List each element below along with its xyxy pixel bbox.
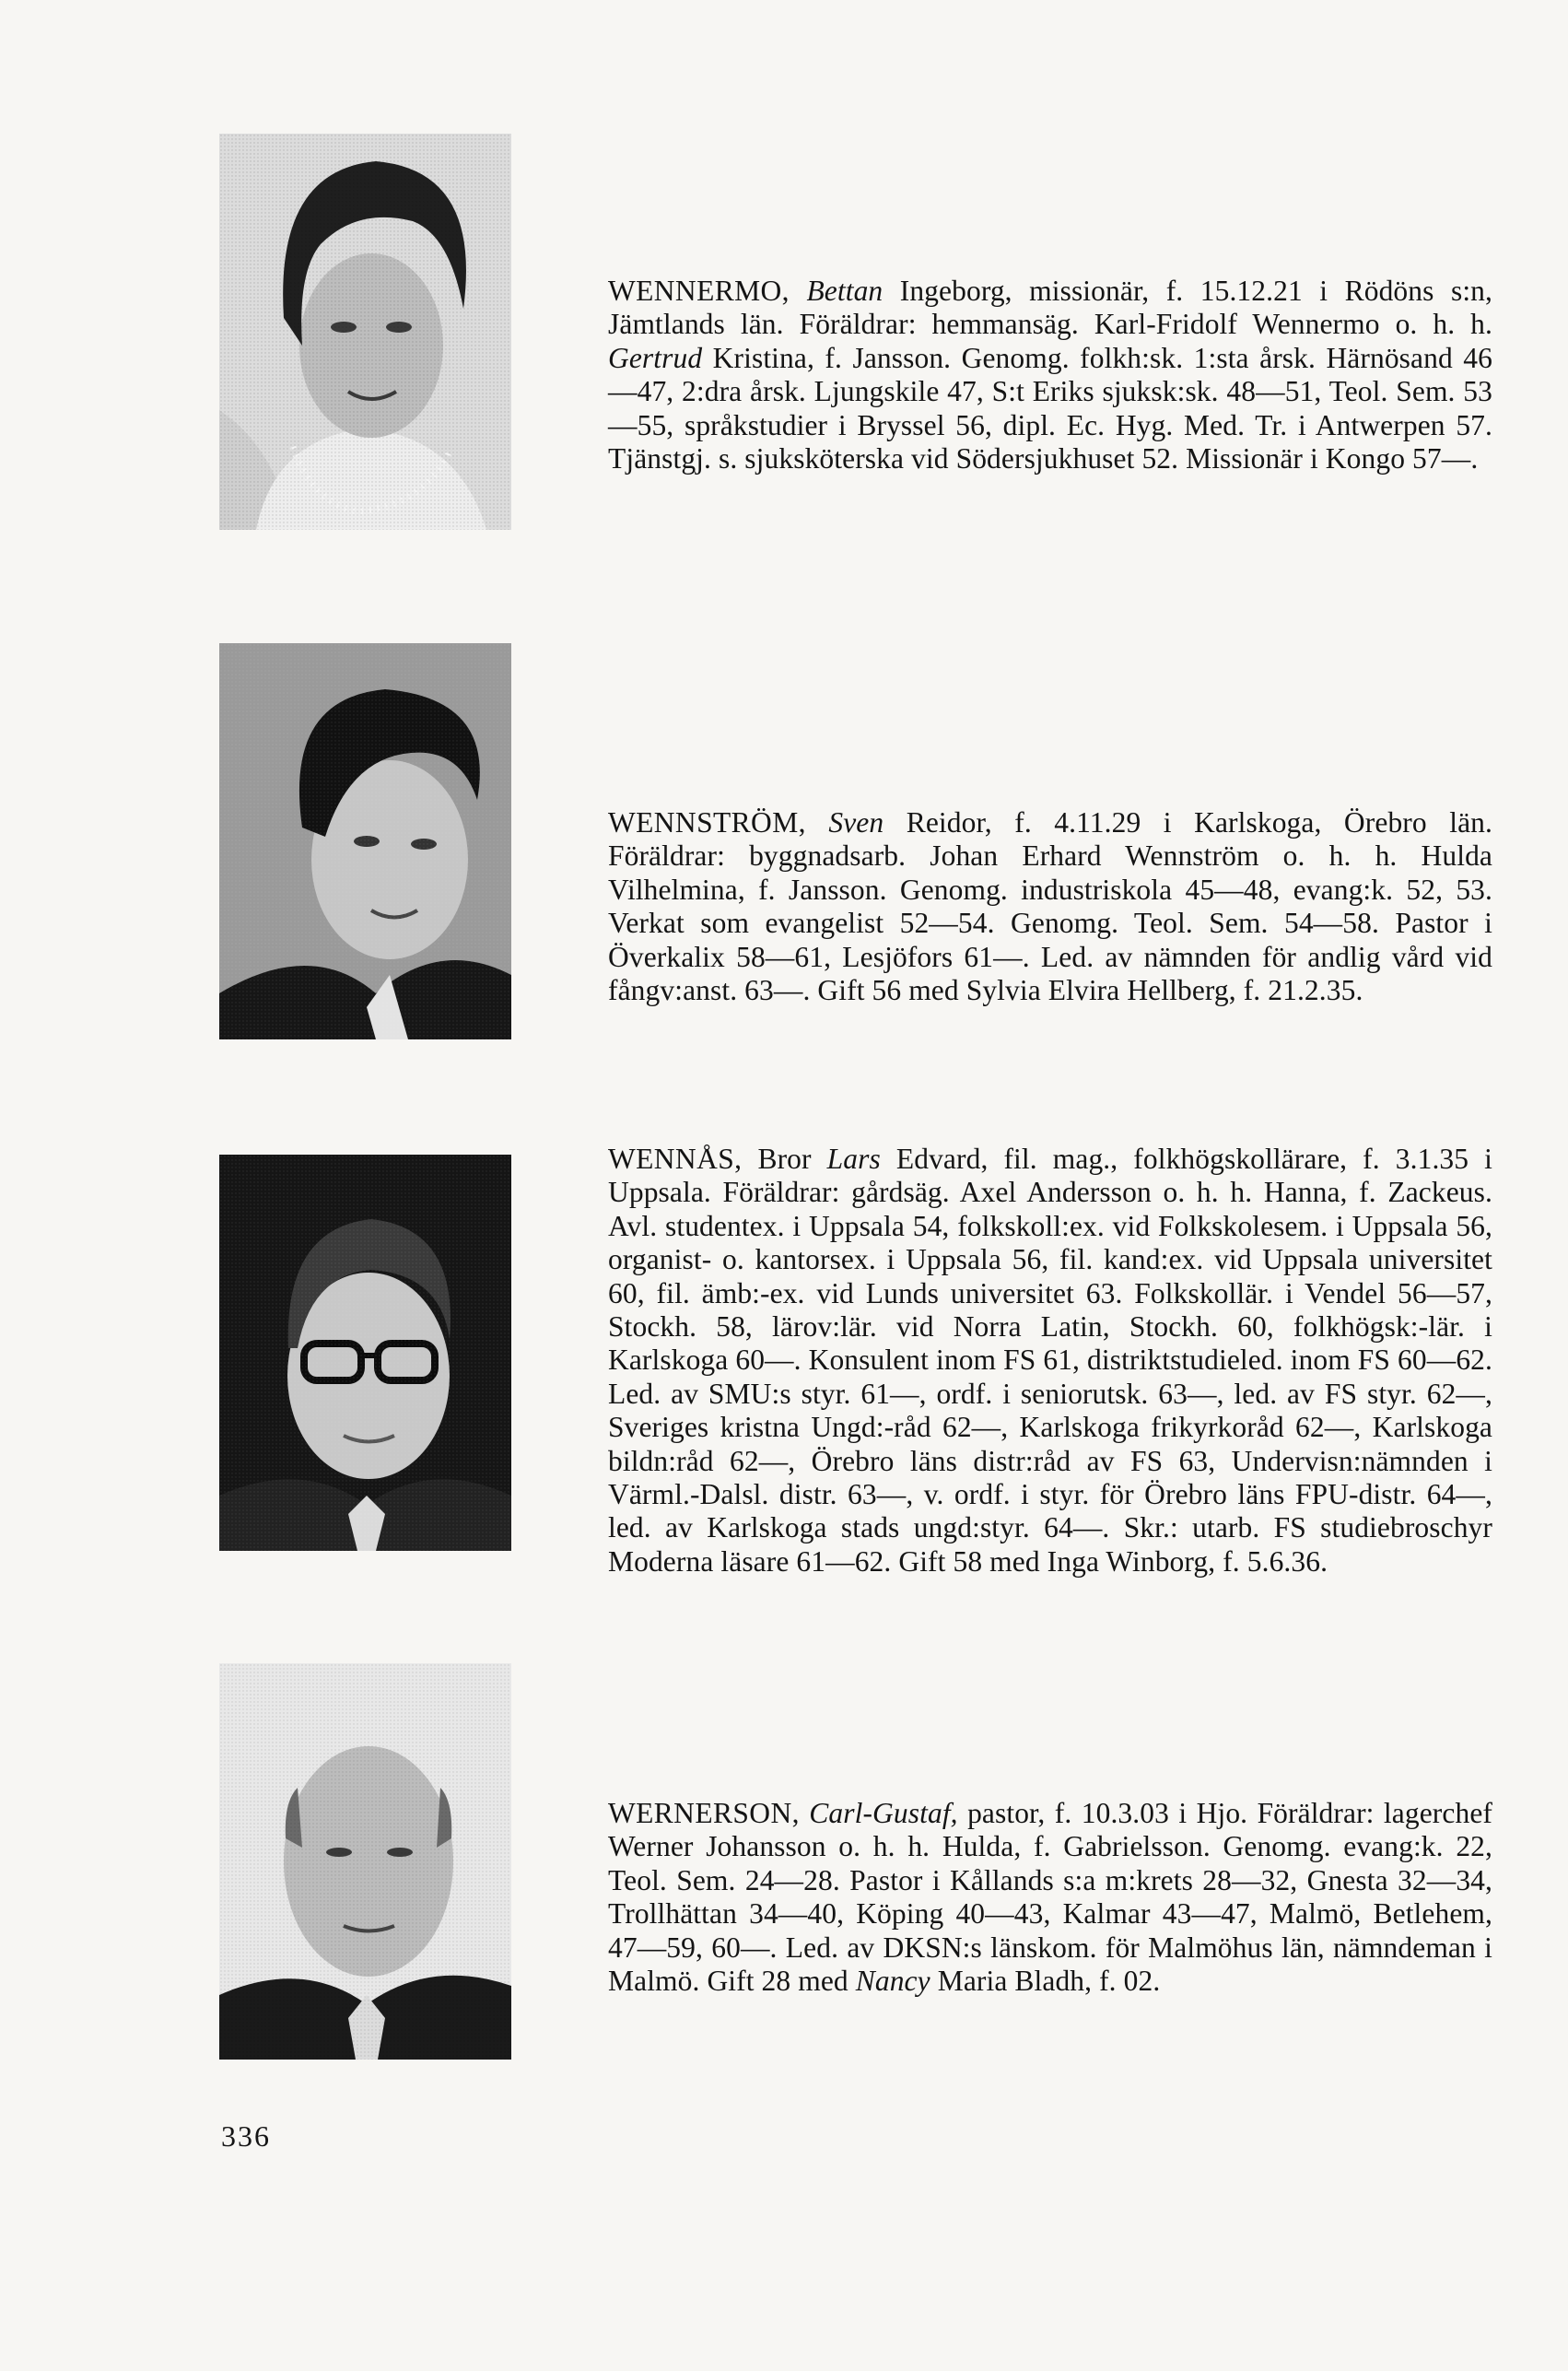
page-number: 336	[221, 2119, 271, 2153]
surname: WENNÅS,	[608, 1143, 743, 1175]
entry-text: Kristina, f. Jansson. Genomg. folkh:sk. 1:sta årsk. Härnösand 46—47, 2:dra årsk. Ljungskile 47, S:t Eriks sjuksk:sk. 48—51, Teol. Sem. 53—55, språkstudier i Bryssel 56, dipl. Ec. Hyg. Med. Tr. i Antwerpen 57. Tjänstgj. s. sjuksköterska vid Södersjukhuset 52. Missionär i Kongo 57—.	[608, 341, 1492, 475]
given-name: Bettan	[806, 275, 883, 307]
entry-text: Ingeborg, missionär, f. 15.12.21 i Rödöns s:n, Jämtlands län. Föräldrar: hemmansäg. Karl-Fridolf Wennermo o. h. h.	[608, 275, 1492, 341]
biography-entry	[608, 1143, 1492, 1579]
given-name: Lars	[826, 1143, 881, 1175]
entry-text: Bror	[757, 1143, 827, 1175]
entry-text: Edvard, fil. mag., folkhögskollärare, f. 3.1.35 i Uppsala. Föräldrar: gårdsäg. Axel Andersson o. h. h. Hanna, f. Zackeus. Avl. studentex. i Uppsala 54, folkskoll:ex. vid Folkskolesem. i Uppsala 56, organist- o. kantorsex. i Uppsala 56, fil. kand:ex. vid Uppsala universitet 60, fil. ämb:-ex. vid Lunds universitet 63. Folkskollär. i Vendel 56—57, Stockh. 58, lärov:lär. vid Norra Latin, Stockh. 60, folkhögsk:-lär. i Karlskoga 60—. Konsulent inom FS 61, distriktstudieled. inom FS 60—62. Led. av SMU:s styr. 61—, ordf. i seniorutsk. 63—, led. av FS styr. 62—, Sveriges kristna Ungd:-råd 62—, Karlskoga frikyrkoråd 62—, Karlskoga bildn:råd 62—, Örebro läns distr:råd av FS 63, Undervisn:nämnden i Värml.-Dalsl. distr. 63—, v. ordf. i styr. för Örebro läns FPU-distr. 64—, led. av Karlskoga stads ungd:styr. 64—. Skr.: utarb. FS studiebroschyr Moderna läsare 61—62. Gift 58 med Inga Winborg, f. 5.6.36.	[608, 1143, 1493, 1578]
portrait-woman-icon	[219, 134, 511, 530]
portrait-man-bald-icon	[219, 1663, 511, 2060]
portrait-man-dark-hair-icon	[219, 643, 511, 1039]
entry-text: Reidor, f. 4.11.29 i Karlskoga, Örebro län. Föräldrar: byggnadsarb. Johan Erhard Wennström o. h. h. Hulda Vilhelmina, f. Jansson. Genomg. industriskola 45—48, evang:k. 52, 53. Verkat som evangelist 52—54. Genomg. Teol. Sem. 54—58. Pastor i Överkalix 58—61, Lesjöfors 61—. Led. av nämnden för andlig vård vid fångv:anst. 63—. Gift 56 med Sylvia Elvira Hellberg, f. 21.2.35.	[608, 806, 1492, 1007]
entry-text: Maria Bladh, f. 02.	[930, 1965, 1161, 1998]
portrait-photo	[219, 1663, 511, 2060]
biography-entry	[608, 275, 1492, 475]
biography-entry	[608, 806, 1492, 1007]
entry-text: pastor, f. 10.3.03 i Hjo. Föräldrar: lagerchef Werner Johansson o. h. h. Hulda, f. Gabrielsson. Genomg. evang:k. 22, Teol. Sem. 24—28. Pastor i Kållands s:a m:krets 28—32, Gnesta 32—34, Trollhättan 34—40, Köping 40—43, Kalmar 43—47, Malmö, Betlehem, 47—59, 60—. Led. av DKSN:s länskom. för Malmöhus län, nämndeman i Malmö. Gift 28 med	[608, 1797, 1492, 1998]
biography-entry	[608, 1797, 1492, 1998]
portrait-photo	[219, 1155, 511, 1551]
portrait-man-glasses-icon	[219, 1155, 511, 1551]
given-name: Sven	[828, 806, 884, 839]
spouse-given-name: Gertrud	[608, 341, 703, 374]
spouse-given-name: Nancy	[855, 1965, 930, 1998]
surname: WENNSTRÖM,	[608, 806, 806, 839]
portrait-photo	[219, 134, 511, 530]
surname: WERNERSON,	[608, 1797, 800, 1829]
given-name: Carl-Gustaf,	[809, 1797, 958, 1829]
surname: WENNERMO,	[608, 275, 790, 307]
portrait-photo	[219, 643, 511, 1039]
